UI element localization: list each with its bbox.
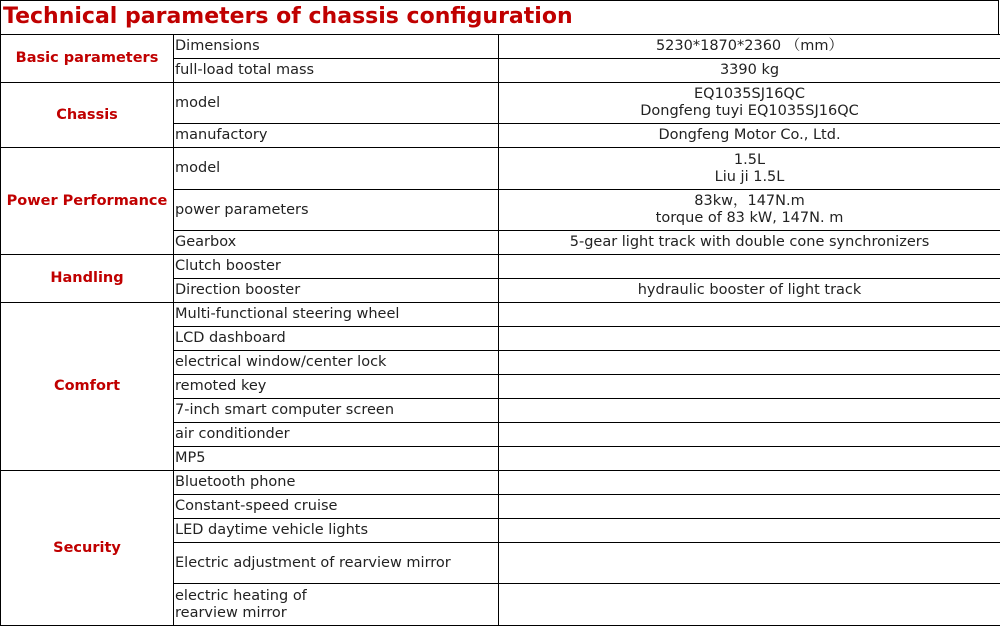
value-cell <box>499 423 1000 447</box>
param-cell <box>174 351 499 375</box>
value-text: EQ1035SJ16QC <box>500 86 999 103</box>
param-text: Multi-functional steering wheel <box>175 306 497 323</box>
title-bar <box>0 0 999 34</box>
page-title: Technical parameters of chassis configuration <box>3 2 573 32</box>
param-cell <box>174 495 499 519</box>
value-cell <box>499 231 1000 255</box>
param-text: Electric adjustment of rearview mirror <box>175 555 497 572</box>
param-cell <box>174 35 499 59</box>
table-row <box>1 255 1000 279</box>
param-text: LED daytime vehicle lights <box>175 522 497 539</box>
value-text: 5230*1870*2360 （mm） <box>500 38 999 55</box>
value-cell <box>499 148 1000 190</box>
param-cell <box>174 148 499 190</box>
param-cell <box>174 327 499 351</box>
param-cell <box>174 279 499 303</box>
param-text: Bluetooth phone <box>175 474 497 491</box>
param-text: MP5 <box>175 450 497 467</box>
param-cell <box>174 231 499 255</box>
section-label-handling: Handling <box>1 255 174 303</box>
value-cell <box>499 279 1000 303</box>
param-text: power parameters <box>175 202 497 219</box>
value-cell <box>499 375 1000 399</box>
section-label-basic: Basic parameters <box>1 35 174 83</box>
value-cell <box>499 495 1000 519</box>
table-row <box>1 303 1000 327</box>
value-cell <box>499 584 1000 626</box>
table-row <box>1 148 1000 190</box>
value-cell <box>499 124 1000 148</box>
value-cell <box>499 255 1000 279</box>
value-text: Dongfeng Motor Co., Ltd. <box>500 127 999 144</box>
value-cell <box>499 303 1000 327</box>
param-cell <box>174 471 499 495</box>
param-cell <box>174 59 499 83</box>
param-text: rearview mirror <box>175 605 497 622</box>
param-cell <box>174 519 499 543</box>
param-text: electrical window/center lock <box>175 354 497 371</box>
section-label-security: Security <box>1 471 174 626</box>
param-text: full-load total mass <box>175 62 497 79</box>
value-cell <box>499 447 1000 471</box>
param-text: Constant-speed cruise <box>175 498 497 515</box>
value-cell <box>499 327 1000 351</box>
param-cell <box>174 543 499 584</box>
value-text: 1.5L <box>500 152 999 169</box>
value-cell <box>499 471 1000 495</box>
param-cell <box>174 190 499 231</box>
param-cell <box>174 303 499 327</box>
param-text: Dimensions <box>175 38 497 55</box>
value-text: 83kw，147N.m <box>500 193 999 210</box>
value-cell <box>499 35 1000 59</box>
param-text: manufactory <box>175 127 497 144</box>
param-cell <box>174 584 499 626</box>
param-text: model <box>175 160 497 177</box>
spec-table <box>0 34 1000 626</box>
param-text: model <box>175 95 497 112</box>
param-text: LCD dashboard <box>175 330 497 347</box>
param-text: Gearbox <box>175 234 497 251</box>
value-text: 3390 kg <box>500 62 999 79</box>
value-text: Dongfeng tuyi EQ1035SJ16QC <box>500 103 999 120</box>
param-text: remoted key <box>175 378 497 395</box>
value-cell <box>499 83 1000 124</box>
section-label-power: Power Performance <box>1 148 174 255</box>
table-row <box>1 83 1000 124</box>
value-cell <box>499 519 1000 543</box>
value-cell <box>499 190 1000 231</box>
value-text: 5-gear light track with double cone synchronizers <box>500 234 999 251</box>
param-text: electric heating of <box>175 588 497 605</box>
section-label-comfort: Comfort <box>1 303 174 471</box>
value-text: Liu ji 1.5L <box>500 169 999 186</box>
param-cell <box>174 375 499 399</box>
param-cell <box>174 423 499 447</box>
section-label-chassis: Chassis <box>1 83 174 148</box>
table-row <box>1 35 1000 59</box>
value-text: hydraulic booster of light track <box>500 282 999 299</box>
spec-table-body <box>1 35 1000 626</box>
value-cell <box>499 59 1000 83</box>
param-text: Clutch booster <box>175 258 497 275</box>
param-cell <box>174 83 499 124</box>
value-text: torque of 83 kW, 147N. m <box>500 210 999 227</box>
value-cell <box>499 543 1000 584</box>
param-text: 7-inch smart computer screen <box>175 402 497 419</box>
param-text: air conditionder <box>175 426 497 443</box>
table-row <box>1 471 1000 495</box>
param-cell <box>174 447 499 471</box>
param-cell <box>174 255 499 279</box>
value-cell <box>499 351 1000 375</box>
value-cell <box>499 399 1000 423</box>
param-cell <box>174 399 499 423</box>
param-text: Direction booster <box>175 282 497 299</box>
param-cell <box>174 124 499 148</box>
